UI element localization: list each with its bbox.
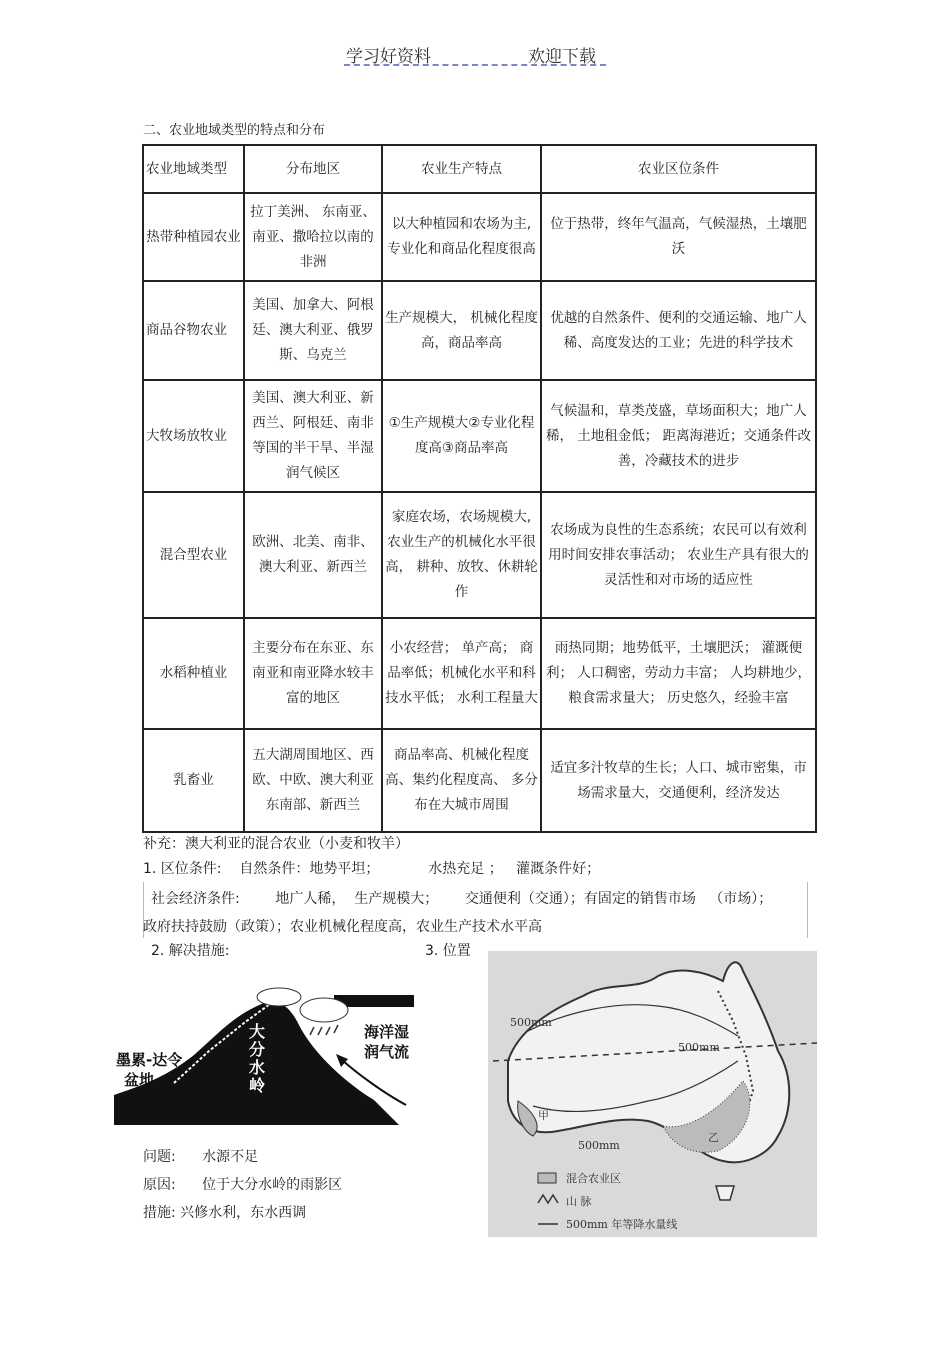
basin-label-1: 墨累-达令 — [116, 1051, 183, 1069]
table-cell: 乳畜业 — [143, 729, 244, 832]
table-row — [143, 618, 816, 729]
legend-mountain-icon — [538, 1195, 558, 1203]
table-cell: 商品谷物农业 — [143, 281, 244, 380]
header-right: 欢迎下载 — [528, 47, 596, 67]
isohyet-label-b: 500mm — [678, 1041, 720, 1054]
section-title: 二、农业地域类型的特点和分布 — [143, 123, 326, 138]
mountain-label-3: 水 — [249, 1058, 266, 1077]
region-jia-label: 甲 — [538, 1109, 549, 1122]
table-cell: 商品率高、机械化程度高、集约化程度高、 多分布在大城市周围 — [382, 729, 541, 832]
table-cell: 大牧场放牧业 — [143, 380, 244, 492]
header-divider — [344, 64, 606, 66]
table-cell: 混合型农业 — [143, 492, 244, 618]
table-row — [143, 729, 816, 832]
cloud-2 — [300, 998, 348, 1022]
airflow-arrow-head — [336, 1054, 348, 1067]
cloud-1 — [257, 988, 301, 1006]
measures-item-label: 措施: — [143, 1205, 176, 1221]
table-cell: 家庭农场，农场规模大, 农业生产的机械化水平很高， 耕种、放牧、休耕轮作 — [382, 492, 541, 618]
table-header: 农业地域类型 — [143, 145, 244, 193]
table-cell: 以大种植园和农场为主, 专业化和商品化程度很高 — [382, 193, 541, 281]
table-row — [143, 193, 816, 281]
table-cell: 美国、澳大利亚、新西兰、阿根廷、南非等国的半干旱、半湿润气候区 — [244, 380, 382, 492]
table-cell: 热带种植园农业 — [143, 193, 244, 281]
header-left: 学习好资料 — [346, 47, 431, 67]
legend-mixed-swatch — [538, 1173, 556, 1183]
airflow-label-1: 海洋湿 — [364, 1023, 410, 1041]
table-row — [143, 281, 816, 380]
agriculture-table — [142, 144, 817, 833]
table-header: 农业生产特点 — [382, 145, 541, 193]
table-cell: 美国、加拿大、阿根廷、澳大利亚、俄罗斯、乌克兰 — [244, 281, 382, 380]
measures-label: 2. 解决措施: — [151, 943, 230, 959]
supplement-line-3: 政府扶持鼓励（政策）；农业机械化程度高，农业生产技术水平高 — [143, 919, 542, 935]
australia-map — [488, 951, 817, 1237]
rain-lines — [310, 1025, 338, 1035]
rain-shadow-diagram — [114, 975, 416, 1125]
table-cell: 水稻种植业 — [143, 618, 244, 729]
table-cell: 主要分布在东亚、东南亚和南亚降水较丰富的地区 — [244, 618, 382, 729]
airflow-label-2: 润气流 — [364, 1043, 410, 1061]
measures-value: 兴修水利，东水西调 — [180, 1205, 307, 1221]
table-cell: 气候温和，草类茂盛，草场面积大；地广人稀， 土地租金低； 距离海港近；交通条件改善，冷藏技术的进步 — [541, 380, 816, 492]
table-cell: 优越的自然条件、便利的交通运输、地广人稀、高度发达的工业；先进的科学技术 — [541, 281, 816, 380]
table-cell: 农场成为良性的生态系统；农民可以有效利用时间安排农事活动； 农业生产具有很大的灵活性和对市场的适应性 — [541, 492, 816, 618]
supplement-line-1: 1. 区位条件: 自然条件：地势平坦； 水热充足 ； 灌溉条件好； — [143, 861, 601, 877]
table-row — [143, 492, 816, 618]
isohyet-label-a: 500mm — [510, 1016, 552, 1029]
mountain-label-1: 大 — [249, 1022, 266, 1041]
tasmania-outline — [716, 1186, 734, 1200]
isohyet-label-c: 500mm — [578, 1139, 620, 1152]
supplement-line-2: 社会经济条件: 地广人稀， 生产规模大； 交通便利（交通）；有固定的销售市场 （市场）； — [151, 891, 773, 907]
table-cell: 小农经营； 单产高； 商品率低；机械化水平和科技水平低； 水利工程量大 — [382, 618, 541, 729]
table-cell: 五大湖周围地区、西欧、中欧、澳大利亚东南部、新西兰 — [244, 729, 382, 832]
table-header-row — [143, 145, 816, 193]
australia-map-svg — [488, 951, 817, 1237]
reason-label: 原因: — [143, 1177, 176, 1193]
australia-outline — [508, 962, 789, 1162]
table-cell: 位于热带，终年气温高，气候湿热，土壤肥沃 — [541, 193, 816, 281]
measures-row — [143, 1202, 306, 1224]
legend-isohyet-label: 500mm 年等降水量线 — [566, 1218, 678, 1231]
table-cell: 欧洲、北美、南非、澳大利亚、新西兰 — [244, 492, 382, 618]
table-cell: ①生产规模大②专业化程度高③商品率高 — [382, 380, 541, 492]
table-cell: 适宜多汁牧草的生长；人口、城市密集，市场需求量大，交通便利，经济发达 — [541, 729, 816, 832]
table-header: 分布地区 — [244, 145, 382, 193]
mountain-label-2: 分 — [249, 1040, 266, 1059]
rain-shadow-svg — [114, 975, 416, 1125]
supplement-title: 补充：澳大利亚的混合农业（小麦和牧羊） — [143, 836, 409, 852]
position-label: 3. 位置 — [425, 943, 471, 959]
table-cell: 生产规模大， 机械化程度高，商品率高 — [382, 281, 541, 380]
table-row — [143, 380, 816, 492]
table-cell: 雨热同期；地势低平，土壤肥沃； 灌溉便利； 人口稠密，劳动力丰富； 人均耕地少， 粮食需求量大； 历史悠久，经验丰富 — [541, 618, 816, 729]
problem-value: 水源不足 — [202, 1149, 259, 1165]
basin-label-2: 盆地 — [124, 1071, 155, 1089]
reason-row — [143, 1174, 342, 1196]
table-header: 农业区位条件 — [541, 145, 816, 193]
problem-label: 问题: — [143, 1149, 176, 1165]
legend-mountain-label: 山 脉 — [566, 1195, 592, 1208]
problem-row — [143, 1146, 258, 1168]
region-yi-label: 乙 — [708, 1131, 719, 1144]
reason-value: 位于大分水岭的雨影区 — [202, 1177, 343, 1193]
legend-mixed-label: 混合农业区 — [566, 1172, 621, 1185]
table-cell: 拉丁美洲、 东南亚、南亚、撒哈拉以南的非洲 — [244, 193, 382, 281]
mountain-label-4: 岭 — [249, 1076, 266, 1095]
